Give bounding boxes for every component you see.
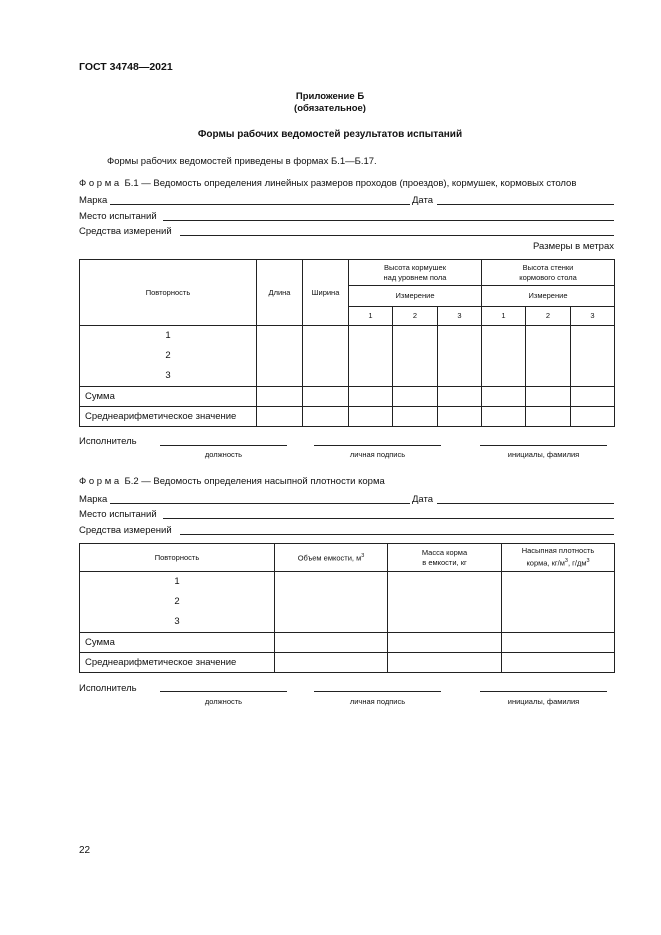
form1-instruments-field[interactable] — [180, 235, 614, 236]
repeat-3: 3 — [174, 616, 180, 627]
form2-position-caption: должность — [204, 697, 243, 706]
header-m3b: 3 — [571, 307, 615, 326]
cell[interactable] — [388, 633, 502, 653]
form1-sign-caption: личная подпись — [349, 450, 406, 459]
repeat-2: 2 — [174, 596, 180, 607]
cell[interactable] — [303, 407, 349, 427]
header-feeder-height-line1: Высота кормушек — [383, 262, 446, 272]
cell[interactable] — [438, 387, 482, 407]
cell[interactable] — [393, 407, 438, 427]
cell[interactable] — [526, 387, 571, 407]
cell[interactable] — [257, 326, 303, 387]
repeat-1: 1 — [174, 576, 180, 587]
cell[interactable] — [349, 326, 393, 387]
header-density-sup2: 3 — [586, 558, 590, 565]
cell[interactable] — [275, 633, 388, 653]
cell[interactable] — [571, 407, 615, 427]
form1-instruments-label: Средства измерений — [79, 226, 172, 237]
form1-date-label: Дата — [412, 195, 434, 206]
cell[interactable] — [526, 407, 571, 427]
form2-executor-label: Исполнитель — [79, 683, 137, 694]
form1-site-field[interactable] — [163, 220, 614, 221]
cell[interactable] — [275, 572, 388, 633]
form2-brand-field[interactable] — [110, 503, 410, 504]
header-m3: 3 — [438, 307, 482, 326]
header-wall-height — [482, 260, 615, 286]
form1-table — [79, 259, 615, 427]
mean-label: Среднеарифметическое значение — [80, 407, 257, 427]
form2-title-text: Б.2 — Ведомость определения насыпной плотности корма — [124, 476, 385, 487]
header-m2: 2 — [393, 307, 438, 326]
cell[interactable] — [393, 326, 438, 387]
cell[interactable] — [257, 387, 303, 407]
form1-title — [79, 178, 576, 189]
form2-title — [79, 476, 385, 487]
cell[interactable] — [482, 407, 526, 427]
cell[interactable] — [393, 387, 438, 407]
header-wall-height-line1: Высота стенки — [522, 262, 574, 272]
form2-sign-caption: личная подпись — [349, 697, 406, 706]
form2-instruments-label: Средства измерений — [79, 525, 172, 536]
table-row-mean — [80, 407, 615, 427]
form1-brand-field[interactable] — [110, 204, 410, 205]
header-m1: 1 — [349, 307, 393, 326]
table-row-sum — [80, 633, 615, 653]
header-volume — [275, 544, 388, 572]
form1-site-label: Место испытаний — [79, 211, 157, 222]
table-row-sum — [80, 387, 615, 407]
repeat-1: 1 — [165, 330, 171, 341]
form1-position-line[interactable] — [160, 445, 287, 446]
page-number: 22 — [79, 845, 91, 856]
table-row — [80, 572, 615, 633]
appendix-intro: Формы рабочих ведомостей приведены в формах Б.1—Б.17. — [107, 156, 377, 167]
header-density-unit-a: корма, кг/м — [526, 558, 565, 568]
cell[interactable] — [349, 387, 393, 407]
form1-executor-label: Исполнитель — [79, 436, 137, 447]
cell[interactable] — [303, 326, 349, 387]
form1-position-caption: должность — [204, 450, 243, 459]
header-width: Ширина — [303, 260, 349, 326]
header-m2b: 2 — [526, 307, 571, 326]
cell[interactable] — [502, 653, 615, 673]
repeat-cell — [80, 326, 257, 387]
header-density-unit-b: , г/дм — [567, 558, 587, 568]
form2-site-field[interactable] — [163, 518, 614, 519]
cell[interactable] — [257, 407, 303, 427]
header-density — [502, 544, 615, 572]
form2-name-line[interactable] — [480, 691, 607, 692]
form2-date-label: Дата — [412, 494, 434, 505]
form1-title-prefix: Ф о р м а — [79, 178, 120, 189]
header-repeat: Повторность — [80, 260, 257, 326]
appendix-heading: Формы рабочих ведомостей результатов испытаний — [197, 129, 463, 140]
mean-label: Среднеарифметическое значение — [80, 653, 275, 673]
header-density-sup1: 3 — [564, 558, 568, 565]
cell[interactable] — [571, 326, 615, 387]
form2-title-prefix: Ф о р м а — [79, 476, 120, 487]
cell[interactable] — [388, 572, 502, 633]
form2-brand-label: Марка — [79, 494, 108, 505]
appendix-status: (обязательное) — [294, 103, 366, 114]
header-mass-line2: в емкости, кг — [422, 557, 467, 567]
form1-brand-label: Марка — [79, 195, 108, 206]
header-volume-sup: 3 — [361, 553, 365, 560]
sum-label: Сумма — [80, 633, 275, 653]
form1-sign-line[interactable] — [314, 445, 441, 446]
form1-name-caption: инициалы, фамилия — [507, 450, 580, 459]
header-mass-line1: Масса корма — [421, 547, 468, 557]
cell[interactable] — [482, 326, 526, 387]
cell[interactable] — [571, 387, 615, 407]
cell[interactable] — [526, 326, 571, 387]
sum-label: Сумма — [80, 387, 257, 407]
header-density-line1: Насыпная плотность — [521, 546, 595, 556]
header-mass — [388, 544, 502, 572]
cell[interactable] — [303, 387, 349, 407]
form2-position-line[interactable] — [160, 691, 287, 692]
header-repeat: Повторность — [80, 544, 275, 572]
form1-name-line[interactable] — [480, 445, 607, 446]
table-row — [80, 326, 615, 387]
repeat-3: 3 — [165, 370, 171, 381]
cell[interactable] — [482, 387, 526, 407]
table-row-mean — [80, 653, 615, 673]
header-feeder-height — [349, 260, 482, 286]
form2-site-label: Место испытаний — [79, 509, 157, 520]
appendix-title: Приложение Б — [295, 91, 365, 102]
form2-table — [79, 543, 615, 673]
header-measurement-1: Измерение — [349, 286, 482, 307]
form2-sign-line[interactable] — [314, 691, 441, 692]
repeat-cell — [80, 572, 275, 633]
header-m1b: 1 — [482, 307, 526, 326]
cell[interactable] — [275, 653, 388, 673]
form2-date-field[interactable] — [437, 503, 614, 504]
document-code: ГОСТ 34748—2021 — [79, 61, 173, 73]
cell[interactable] — [349, 407, 393, 427]
cell[interactable] — [502, 572, 615, 633]
cell[interactable] — [438, 407, 482, 427]
repeat-2: 2 — [165, 350, 171, 361]
form2-instruments-field[interactable] — [180, 534, 614, 535]
header-feeder-height-line2: над уровнем пола — [383, 272, 447, 282]
cell[interactable] — [388, 653, 502, 673]
cell[interactable] — [502, 633, 615, 653]
header-volume-text: Объем емкости, м — [297, 553, 362, 563]
form1-date-field[interactable] — [437, 204, 614, 205]
header-measurement-2: Измерение — [482, 286, 615, 307]
header-wall-height-line2: кормового стола — [519, 272, 577, 282]
cell[interactable] — [438, 326, 482, 387]
header-density-line2 — [502, 556, 614, 569]
units-note: Размеры в метрах — [533, 241, 614, 252]
form1-title-text: Б.1 — Ведомость определения линейных размеров проходов (проездов), кормушек, кормовых столов — [124, 178, 577, 189]
header-length: Длина — [257, 260, 303, 326]
form2-name-caption: инициалы, фамилия — [507, 697, 580, 706]
